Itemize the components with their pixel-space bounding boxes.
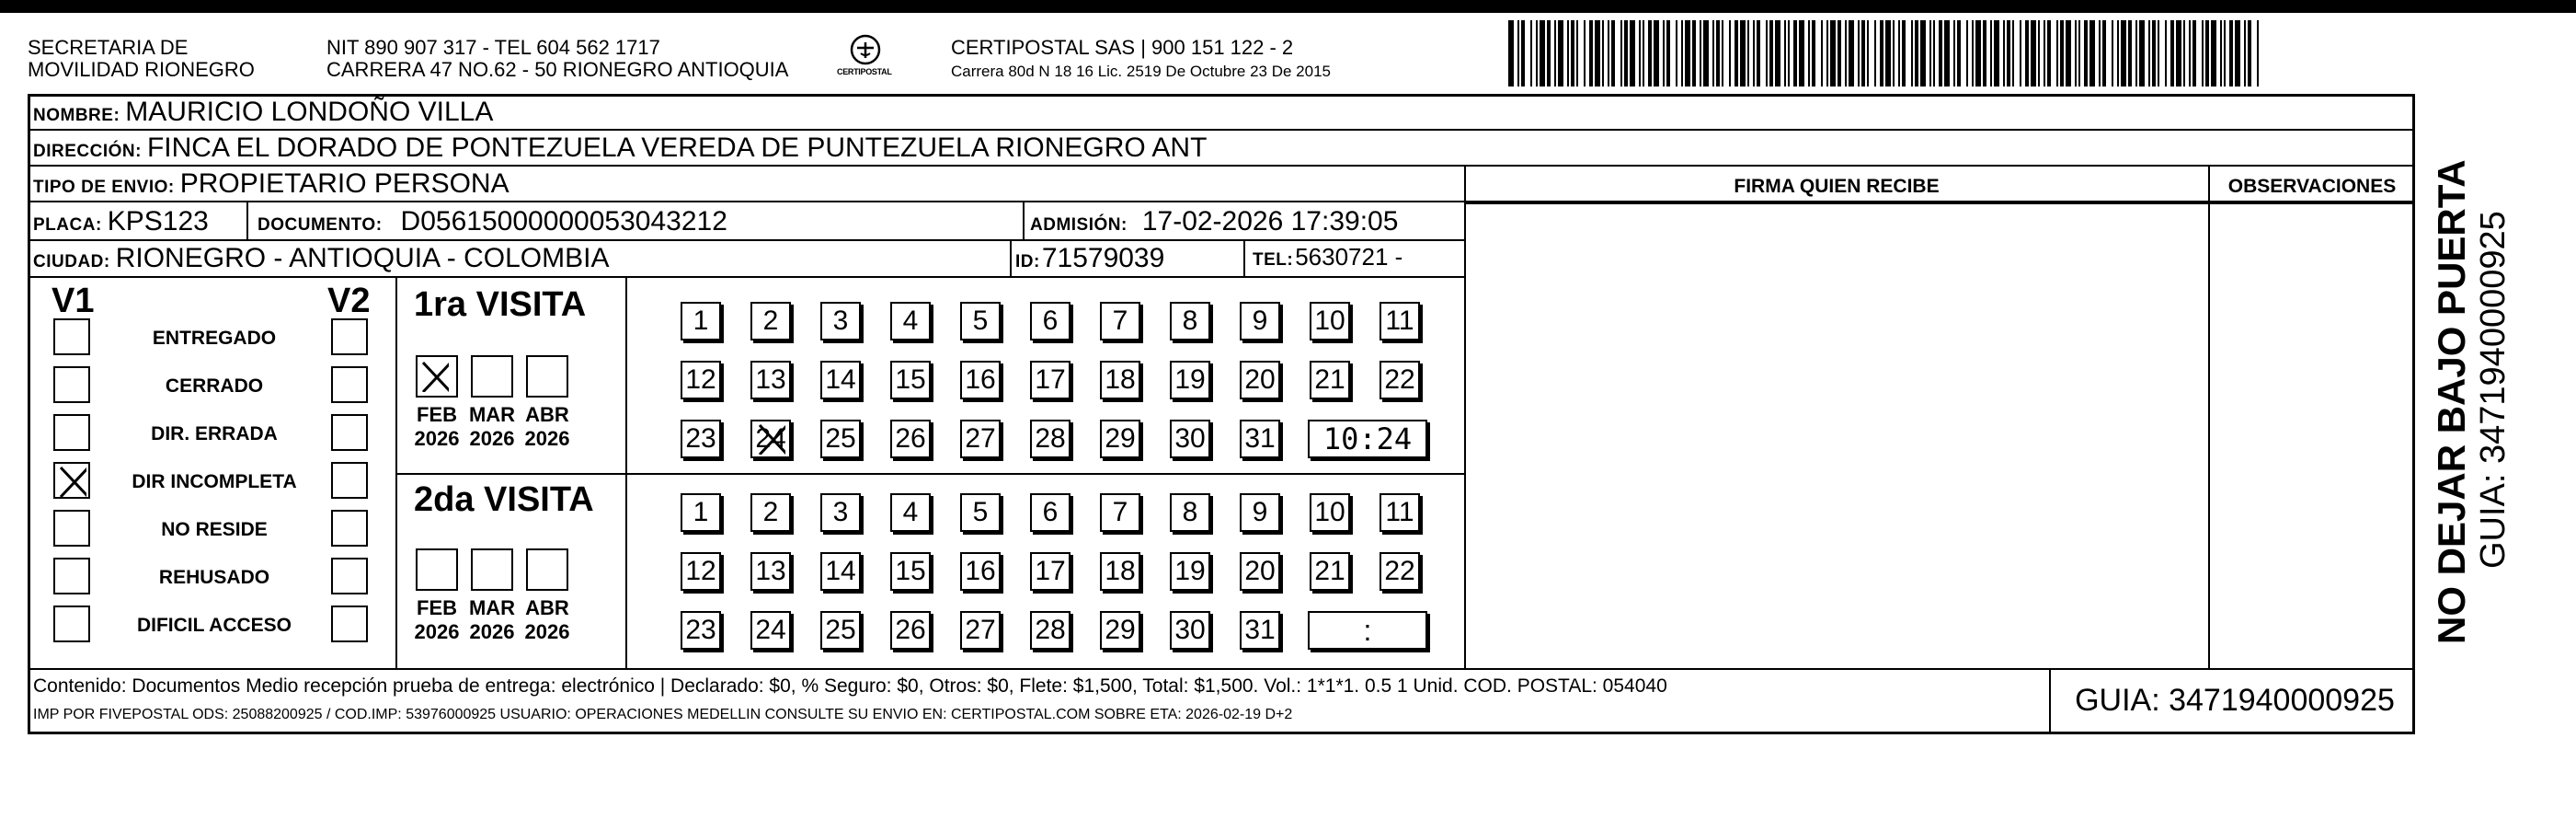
id-label: ID:	[1015, 252, 1040, 271]
status-label: NO RESIDE	[161, 519, 268, 540]
day-box[interactable]: 1	[681, 302, 721, 340]
day-box[interactable]: 12	[681, 552, 721, 591]
day-box[interactable]: 21	[1310, 552, 1350, 591]
tel-label: TEL:	[1253, 250, 1294, 270]
nombre-label: NOMBRE:	[33, 106, 120, 125]
day-box[interactable]: 27	[960, 420, 1001, 458]
day-box[interactable]: 6	[1030, 302, 1070, 340]
visit2-time[interactable]: :	[1308, 611, 1427, 650]
status-label: REHUSADO	[158, 567, 270, 588]
month-checkbox[interactable]	[416, 355, 458, 398]
day-box[interactable]: 3	[820, 302, 861, 340]
check-x-mark-icon	[756, 421, 785, 455]
divider	[1466, 202, 2415, 204]
day-box[interactable]: 19	[1170, 361, 1210, 399]
check-x-mark-icon	[419, 359, 449, 392]
v2-status-checkbox[interactable]	[331, 558, 368, 594]
divider	[28, 239, 1464, 241]
v2-status-checkbox[interactable]	[331, 606, 368, 642]
address-line: CARRERA 47 NO.62 - 50 RIONEGRO ANTIOQUIA	[326, 58, 789, 81]
month-year: 2026	[414, 427, 460, 450]
month-checkbox[interactable]	[416, 548, 458, 591]
day-box[interactable]: 10	[1310, 493, 1350, 532]
day-box[interactable]: 6	[1030, 493, 1070, 532]
divider	[2208, 166, 2210, 670]
day-box[interactable]: 25	[820, 420, 861, 458]
logo-icon	[833, 29, 898, 85]
day-box[interactable]: 30	[1170, 611, 1210, 650]
v2-status-checkbox[interactable]	[331, 366, 368, 403]
ciudad-cell	[33, 243, 609, 274]
day-box[interactable]: 30	[1170, 420, 1210, 458]
divider	[28, 129, 2415, 131]
direccion-label: DIRECCIÓN:	[33, 142, 142, 161]
v1-header: V1	[52, 282, 95, 320]
id-cell	[1015, 243, 1164, 274]
divider	[2049, 668, 2051, 734]
month-name: FEB	[417, 596, 457, 619]
id-value: 71579039	[1041, 243, 1165, 273]
documento-cell	[258, 206, 727, 237]
month-name: ABR	[525, 403, 569, 426]
nit-line: NIT 890 907 317 - TEL 604 562 1717	[326, 36, 660, 59]
month-year: 2026	[524, 620, 570, 643]
status-label: DIR INCOMPLETA	[132, 471, 297, 492]
tel-cell	[1253, 243, 1402, 271]
day-box[interactable]: 16	[960, 361, 1001, 399]
day-box[interactable]: 14	[820, 552, 861, 591]
day-box[interactable]: 29	[1100, 420, 1140, 458]
direccion-value: FINCA EL DORADO DE PONTEZUELA VEREDA DE PUNTEZUELA RIONEGRO ANT	[146, 133, 1208, 163]
divider	[28, 276, 1464, 278]
admision-value: 17-02-2026 17:39:05	[1141, 206, 1399, 236]
day-box[interactable]: 2	[750, 493, 791, 532]
month-checkbox[interactable]	[471, 548, 513, 591]
logo-text: CERTIPOSTAL	[837, 67, 892, 76]
tel-value: 5630721 -	[1295, 243, 1403, 271]
status-label: DIR. ERRADA	[151, 423, 278, 444]
day-box[interactable]: 4	[890, 302, 931, 340]
day-box[interactable]: 20	[1240, 552, 1280, 591]
day-box[interactable]: 11	[1380, 302, 1420, 340]
day-box[interactable]: 1	[681, 493, 721, 532]
contenido-line: Contenido: Documentos Medio recepción prueba de entrega: electrónico | Declarado: $0, % Seguro: $0, Otros: $0, Flete: $1,500, Total: $1,500. Vol.: 1*1*1. 0.5 1 Unid. COD. POSTAL: 054040	[33, 675, 1667, 697]
day-box[interactable]: 8	[1170, 493, 1210, 532]
v2-status-checkbox[interactable]	[331, 414, 368, 451]
placa-value: KPS123	[107, 206, 209, 236]
day-box[interactable]: 31	[1240, 611, 1280, 650]
day-box[interactable]: 17	[1030, 361, 1070, 399]
day-box[interactable]: 10	[1310, 302, 1350, 340]
day-box[interactable]: 13	[750, 552, 791, 591]
month-checkbox[interactable]	[471, 355, 513, 398]
day-box[interactable]: 15	[890, 361, 931, 399]
tracking-barcode	[1508, 20, 2262, 87]
day-box[interactable]: 28	[1030, 420, 1070, 458]
day-box[interactable]: 5	[960, 493, 1001, 532]
day-box[interactable]: 9	[1240, 493, 1280, 532]
day-box[interactable]: 23	[681, 420, 721, 458]
day-box[interactable]: 12	[681, 361, 721, 399]
month-year: 2026	[469, 427, 515, 450]
top-edge-bar	[0, 0, 2576, 13]
day-box[interactable]: 18	[1100, 361, 1140, 399]
day-box[interactable]: 17	[1030, 552, 1070, 591]
divider	[1023, 202, 1025, 239]
placa-cell	[33, 206, 209, 237]
visit1-time[interactable]: 10:24	[1308, 420, 1427, 458]
divider	[28, 165, 2415, 167]
nombre-value: MAURICIO LONDOÑO VILLA	[125, 97, 494, 127]
day-box[interactable]: 22	[1380, 361, 1420, 399]
month-checkbox[interactable]	[526, 548, 568, 591]
day-box[interactable]: 5	[960, 302, 1001, 340]
imp-line: IMP POR FIVEPOSTAL ODS: 25088200925 / COD.IMP: 53976000925 USUARIO: OPERACIONES MEDELLIN CONSULTE SU ENVIO EN: CERTIPOSTAL.COM SOBRE ETA: 2026-02-19 D+2	[33, 707, 1293, 722]
status-label: CERRADO	[165, 375, 264, 397]
month-name: MAR	[468, 596, 516, 619]
day-box[interactable]: 2	[750, 302, 791, 340]
divider	[246, 202, 248, 239]
admision-cell	[1030, 206, 1398, 237]
day-box[interactable]: 19	[1170, 552, 1210, 591]
day-box[interactable]: 29	[1100, 611, 1140, 650]
day-box[interactable]: 22	[1380, 552, 1420, 591]
divider	[625, 276, 627, 668]
no-dejar-bajo-puerta: NO DEJAR BAJO PUERTA	[2430, 159, 2473, 644]
day-box[interactable]: 23	[681, 611, 721, 650]
tipo-envio-value: PROPIETARIO PERSONA	[179, 168, 509, 199]
day-box[interactable]: 24	[750, 420, 791, 458]
month-name: ABR	[525, 596, 569, 619]
day-box[interactable]: 24	[750, 611, 791, 650]
day-box[interactable]: 13	[750, 361, 791, 399]
day-box[interactable]: 11	[1380, 493, 1420, 532]
day-box[interactable]: 14	[820, 361, 861, 399]
barcode-bar	[2257, 20, 2259, 87]
firma-column-header: FIRMA QUIEN RECIBE	[1734, 176, 1940, 197]
day-box[interactable]: 16	[960, 552, 1001, 591]
v2-status-checkbox[interactable]	[331, 510, 368, 547]
month-year: 2026	[524, 427, 570, 450]
month-year: 2026	[469, 620, 515, 643]
direccion-row	[33, 133, 1207, 164]
day-box[interactable]: 18	[1100, 552, 1140, 591]
ciudad-value: RIONEGRO - ANTIOQUIA - COLOMBIA	[115, 243, 610, 273]
divider	[1243, 239, 1245, 276]
admision-label: ADMISIÓN:	[1030, 215, 1128, 235]
ciudad-label: CIUDAD:	[33, 252, 110, 271]
divider	[395, 276, 397, 668]
day-box[interactable]: 3	[820, 493, 861, 532]
visit2-title: 2da VISITA	[414, 480, 594, 519]
documento-value: D05615000000053043212	[400, 206, 727, 236]
day-box[interactable]: 7	[1100, 493, 1140, 532]
license-line: Carrera 80d N 18 16 Lic. 2519 De Octubre 23 De 2015	[951, 63, 1331, 80]
divider	[395, 473, 1464, 475]
company-line: CERTIPOSTAL SAS | 900 151 122 - 2	[951, 36, 1294, 59]
v2-header: V2	[327, 282, 371, 320]
day-box[interactable]: 25	[820, 611, 861, 650]
guia-number-box: GUIA: 3471940000925	[2075, 683, 2395, 718]
day-box[interactable]: 26	[890, 420, 931, 458]
month-name: MAR	[468, 403, 516, 426]
certipostal-logo	[833, 29, 898, 85]
day-box[interactable]: 4	[890, 493, 931, 532]
visit1-title: 1ra VISITA	[414, 285, 587, 324]
day-box[interactable]: 20	[1240, 361, 1280, 399]
day-box[interactable]: 31	[1240, 420, 1280, 458]
tipo-envio-label: TIPO DE ENVIO:	[33, 178, 175, 197]
day-box[interactable]: 26	[890, 611, 931, 650]
day-box[interactable]: 8	[1170, 302, 1210, 340]
org-name-line2: MOVILIDAD RIONEGRO	[28, 58, 255, 81]
nombre-row	[33, 97, 493, 128]
status-label: ENTREGADO	[152, 328, 277, 349]
day-box[interactable]: 28	[1030, 611, 1070, 650]
placa-label: PLACA:	[33, 215, 102, 235]
day-box[interactable]: 21	[1310, 361, 1350, 399]
divider	[1010, 239, 1012, 276]
month-year: 2026	[414, 620, 460, 643]
observaciones-column-header: OBSERVACIONES	[2227, 176, 2397, 197]
tipo-envio-row	[33, 168, 509, 200]
divider	[1464, 166, 1466, 670]
day-box[interactable]: 7	[1100, 302, 1140, 340]
v2-status-checkbox[interactable]	[331, 462, 368, 499]
day-box[interactable]: 27	[960, 611, 1001, 650]
status-label: DIFICIL ACCESO	[136, 615, 292, 636]
documento-label: DOCUMENTO:	[258, 215, 383, 235]
day-box[interactable]: 9	[1240, 302, 1280, 340]
month-checkbox[interactable]	[526, 355, 568, 398]
day-box[interactable]: 15	[890, 552, 931, 591]
org-name-line1: SECRETARIA DE	[28, 36, 189, 59]
v2-status-checkbox[interactable]	[331, 318, 368, 355]
divider	[28, 668, 2415, 670]
side-guia-number: GUIA: 3471940000925	[2474, 211, 2513, 569]
month-name: FEB	[417, 403, 457, 426]
